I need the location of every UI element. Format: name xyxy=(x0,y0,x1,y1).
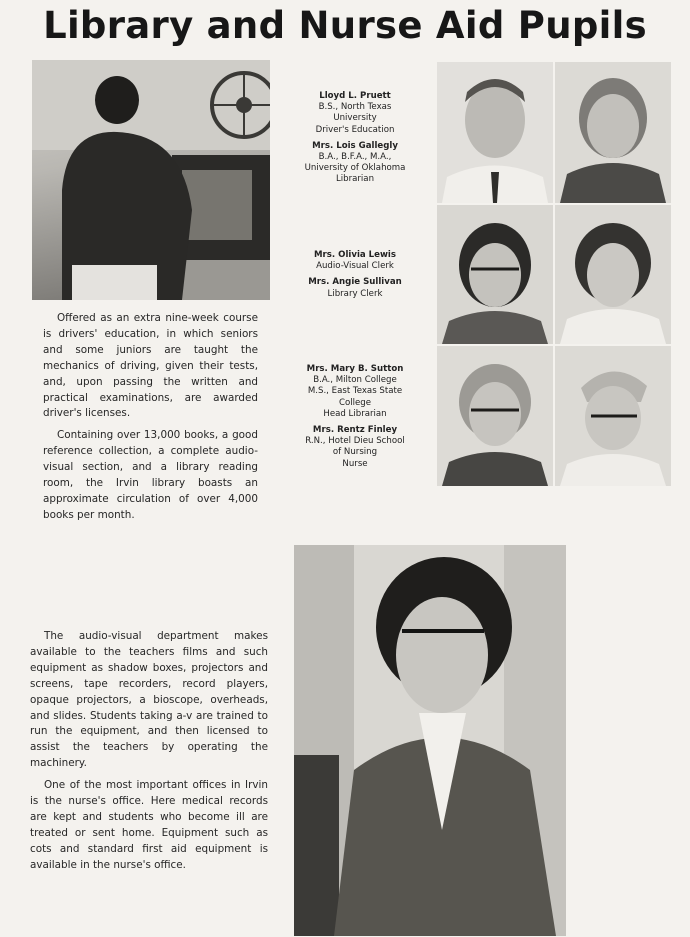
staff-detail: B.S., North Texas xyxy=(318,102,392,113)
nurse-photo xyxy=(294,545,566,936)
staff-name: Lloyd L. Pruett xyxy=(319,91,391,101)
caption-group-1 xyxy=(286,91,424,186)
staff-name: Mrs. Mary B. Sutton xyxy=(306,364,404,374)
staff-detail: of Nursing xyxy=(332,447,378,458)
staff-detail: Nurse xyxy=(342,458,368,469)
staff-name: Mrs. Rentz Finley xyxy=(312,425,398,436)
staff-name: Mrs. Lois Gallegly xyxy=(312,140,398,151)
paragraph: One of the most important offices in Irvin is the nurse's office. Here medical records are kept and students who become ill are treated or sent home. Equipment such as cots and standard first aid equipment is available in the nurse's office. xyxy=(30,779,268,871)
portrait-finley xyxy=(555,346,671,486)
staff-detail: R.N., Hotel Dieu School xyxy=(305,436,405,447)
staff-detail: Audio-Visual Clerk xyxy=(316,261,394,272)
portrait-sullivan xyxy=(555,205,671,344)
paragraph: The audio-visual department makes available to the teachers films and such equipment as shadow boxes, projectors and screens, tape recorders, record players, opaque projectors, a bioscope, overheads, and slides. Students taking a-v are trained to run the equipment, and then licensed to assist the teachers by operating the machinery. xyxy=(30,630,268,770)
caption-group-2 xyxy=(286,250,424,300)
projector-photo xyxy=(32,60,270,300)
staff-detail: Driver's Education xyxy=(315,124,395,135)
staff-name: Mrs. Angie Sullivan xyxy=(308,277,402,288)
caption-group-3 xyxy=(286,364,424,470)
staff-detail: Librarian xyxy=(335,174,375,185)
text-block-upper xyxy=(43,311,258,530)
portrait-pruett xyxy=(437,62,553,203)
staff-detail: University xyxy=(333,113,377,124)
paragraph: Containing over 13,000 books, a good reference collection, a complete audio-visual section, and a library reading room, the Irvin library boasts an approximate circulation of over 4,000 books per month. xyxy=(43,429,258,521)
staff-name: Mrs. Olivia Lewis xyxy=(313,250,396,260)
staff-detail: Library Clerk xyxy=(327,288,383,299)
text-block-lower xyxy=(30,629,268,880)
page-title: Library and Nurse Aid Pupils xyxy=(43,4,647,47)
staff-detail: M.S., East Texas State xyxy=(307,386,403,397)
staff-detail: College xyxy=(338,397,372,408)
staff-detail: Head Librarian xyxy=(323,408,387,419)
staff-detail: University of Oklahoma xyxy=(304,163,406,174)
portrait-gallegly xyxy=(555,62,671,203)
staff-detail: B.A., Milton College xyxy=(313,375,397,386)
portrait-sutton xyxy=(437,346,553,486)
portrait-lewis xyxy=(437,205,553,344)
staff-detail: B.A., B.F.A., M.A., xyxy=(318,152,392,163)
paragraph: Offered as an extra nine-week course is drivers' education, in which seniors and some juniors are taught the mechanics of driving, given their tests, and, upon passing the written and practical examinations, are awarded driver's licenses. xyxy=(43,312,258,420)
